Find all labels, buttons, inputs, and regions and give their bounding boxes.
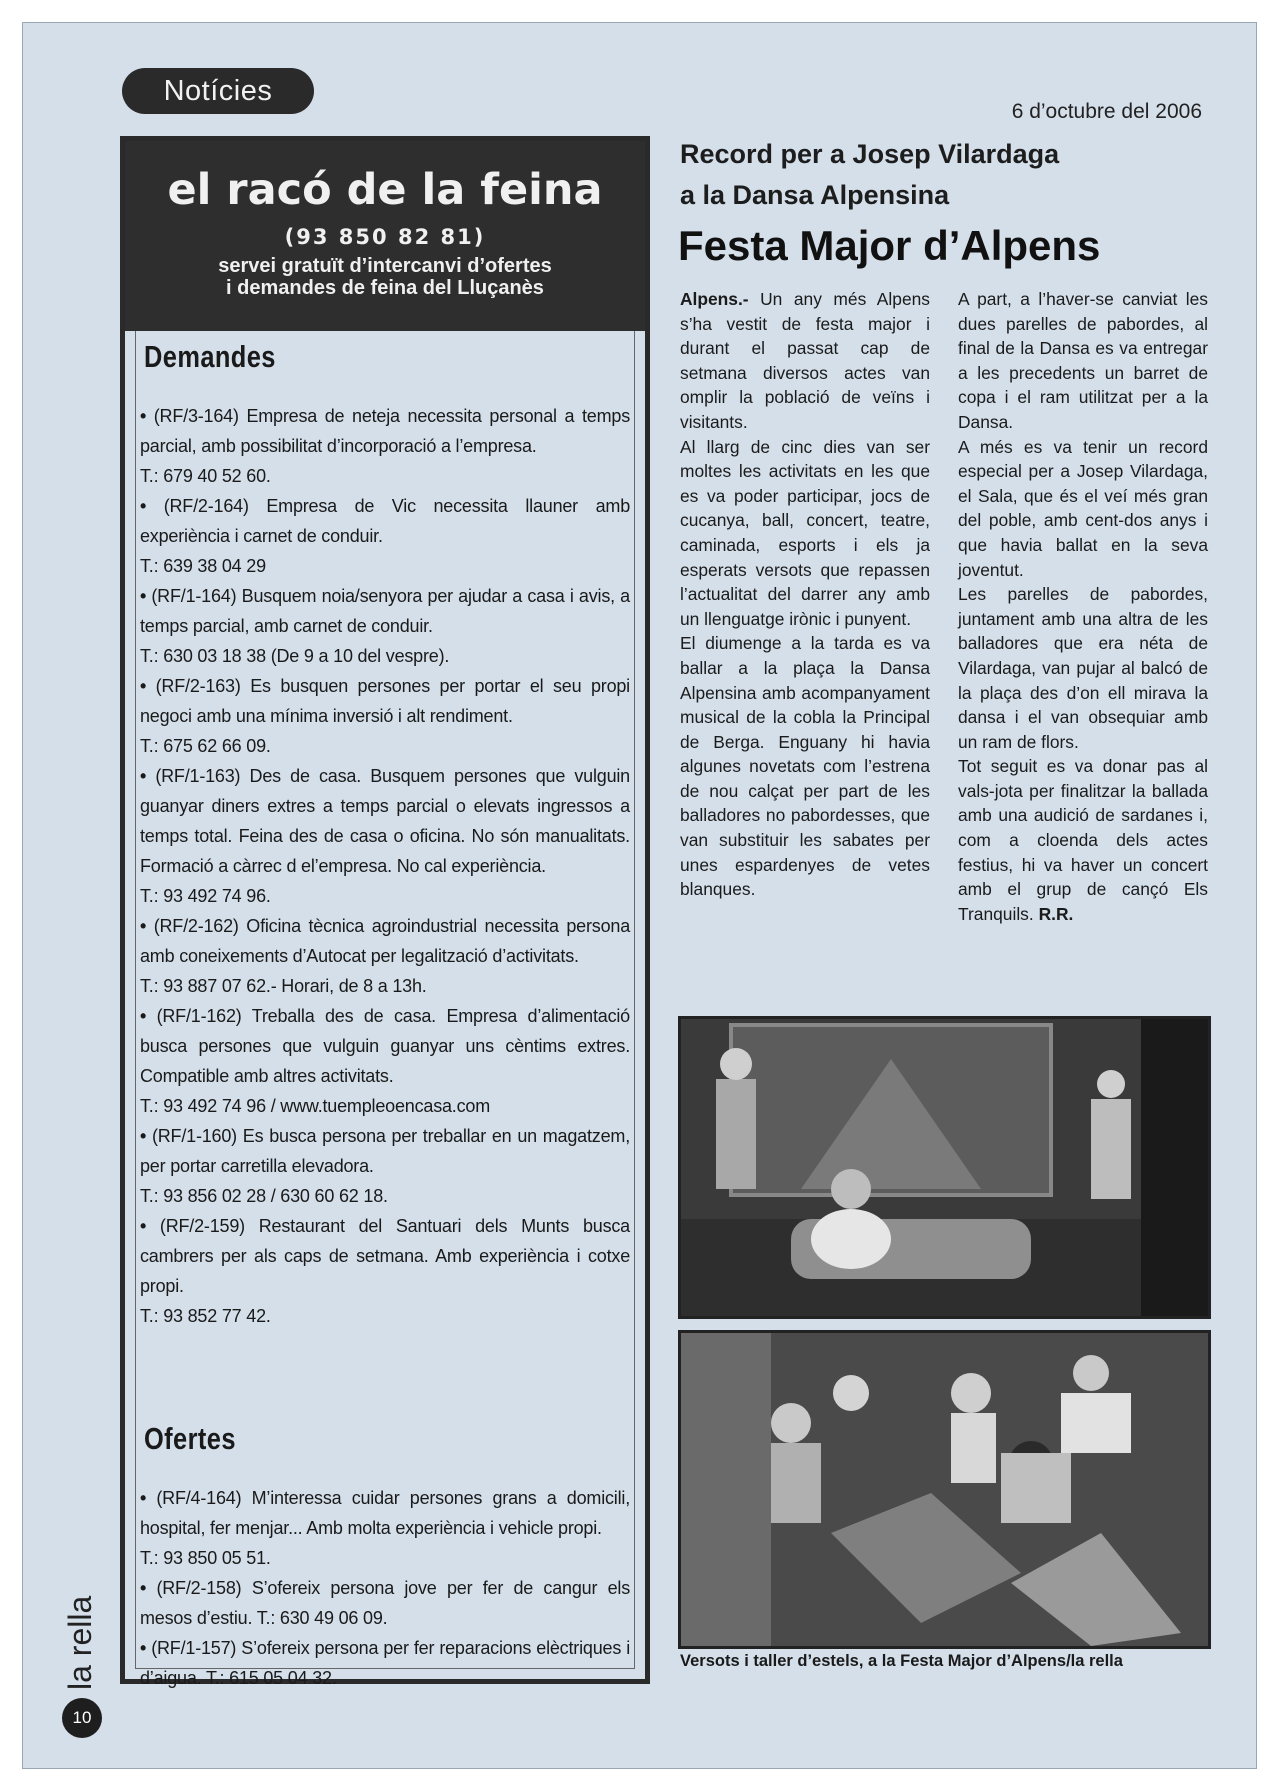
list-item: • (RF/2-163) Es busquen persones per portar el seu propi negoci amb una mínima inversió i alt rendiment. T.: 675 62 66 09. bbox=[140, 676, 630, 756]
list-item: • (RF/1-160) Es busca persona per treballar en un magatzem, per portar carretilla elevadora. T.: 93 856 02 28 / 630 60 62 18. bbox=[140, 1126, 630, 1206]
job-board-content bbox=[135, 331, 635, 1688]
article-kicker bbox=[680, 134, 1200, 216]
job-board-subtitle-line2: i demandes de feina del Lluçanès bbox=[226, 277, 544, 299]
caption-credit: la rella bbox=[1070, 1652, 1123, 1670]
list-item: • (RF/2-158) S’ofereix persona jove per fer de cangur els mesos d’estiu. T.: 630 49 06 09. bbox=[140, 1578, 631, 1628]
paragraph: Les parelles de pabordes, juntament amb una altra de les balladores que era néta de Vilardaga, van pujar al balcó de la plaça des d’on ell mirava la dansa i el van obsequiar amb un ram de flors. bbox=[958, 584, 1208, 752]
job-board-subtitle-line1: servei gratuït d’intercanvi d’ofertes bbox=[218, 255, 552, 277]
job-board-box bbox=[120, 136, 650, 1688]
workshop-photo-illustration bbox=[681, 1333, 1208, 1646]
article-column-2 bbox=[958, 287, 1208, 926]
section-label: Notícies bbox=[122, 68, 314, 114]
photo-stage-performance bbox=[678, 1016, 1211, 1319]
list-item: • (RF/3-164) Empresa de neteja necessita personal a temps parcial, amb possibilitat d’incorporació a l’empresa. T.: 679 40 52 60. bbox=[140, 406, 630, 486]
list-item: • (RF/1-157) S’ofereix persona per fer reparacions elèctriques i d’aigua. T.: 615 05 04 32. bbox=[140, 1638, 630, 1688]
list-item: • (RF/4-164) M’interessa cuidar persones grans a domicili, hospital, fer menjar... Amb molta experiència i vehicle propi. T.: 93 850 05 51. bbox=[140, 1488, 631, 1568]
ofertes-list bbox=[140, 1483, 630, 1693]
job-board-phone: (93 850 82 81) bbox=[284, 225, 486, 249]
job-board-title: el racó de la feina bbox=[167, 165, 603, 215]
job-board-header bbox=[125, 141, 645, 331]
list-item: • (RF/2-159) Restaurant del Santuari dels Munts busca cambrers per als caps de setmana. Amb experiència i cotxe propi. T.: 93 852 77 42. bbox=[140, 1216, 630, 1326]
list-item: • (RF/1-162) Treballa des de casa. Empresa d’alimentació busca persones que vulguin guanyar uns cèntims extres. Compatible amb altres activitats. T.: 93 492 74 96 / www.tuempleoencasa.com bbox=[140, 1006, 630, 1116]
kicker-line2: a la Dansa Alpensina bbox=[680, 180, 950, 210]
paragraph: Alpens.- Un any més Alpens s’ha vestit de festa major i durant el passat cap de setmana diversos actes van omplir la població de veïns i visitants. bbox=[680, 289, 930, 432]
list-item: • (RF/2-162) Oficina tècnica agroindustrial necessita persona amb coneixements d’Autocat per legalització d’activitats. T.: 93 887 07 62.- Horari, de 8 a 13h. bbox=[140, 916, 630, 996]
photo-kite-workshop bbox=[678, 1330, 1211, 1649]
article-headline: Festa Major d’Alpens bbox=[678, 222, 1101, 269]
paragraph: A més es va tenir un record especial per a Josep Vilardaga, el Sala, que és el veí més gran del poble, amb cent-dos anys i que havia ballat en la seva joventut. bbox=[958, 436, 1208, 580]
demandes-list bbox=[140, 401, 630, 1331]
list-item: • (RF/2-164) Empresa de Vic necessita llauner amb experiència i carnet de conduir. T.: 639 38 04 29 bbox=[140, 496, 631, 576]
paragraph: A part, a l’haver-se canviat les dues parelles de pabordes, al final de la Dansa es va entregar a les precedents un barret de copa i el ram utilitzat per a la Dansa. bbox=[958, 289, 1208, 432]
kicker-line1: Record per a Josep Vilardaga bbox=[680, 139, 1060, 169]
list-item: • (RF/1-164) Busquem noia/senyora per ajudar a casa i avis, a temps parcial, amb carnet de conduir. T.: 630 03 18 38 (De 9 a 10 del vespre). bbox=[140, 586, 630, 666]
paragraph: Tot seguit es va donar pas al vals-jota per finalitzar la ballada amb una audició de sardanes i, com a cloenda dels actes festius, hi va haver un concert amb el grup de cançó Els Tranquils. R.R. bbox=[958, 756, 1208, 924]
dateline: Alpens.- bbox=[680, 289, 749, 309]
list-item: • (RF/1-163) Des de casa. Busquem persones que vulguin guanyar diners extres a temps parcial o elevats ingressos a temps total. Feina des de casa o oficina. No són manualitats. Formació a càrrec d el’empresa. No cal experiència. T.: 93 492 74 96. bbox=[140, 766, 630, 906]
signature: R.R. bbox=[1038, 903, 1074, 924]
paragraph: Al llarg de cinc dies van ser moltes les activitats en les que es va poder participar, jocs de cucanya, ball, concert, teatre, caminada, esports i els ja esperats versots que repassen l’actualitat del darrer any amb un llenguatge irònic i punyent. bbox=[680, 436, 930, 629]
paragraph: El diumenge a la tarda es va ballar a la plaça la Dansa Alpensina amb acompanyament musical de la cobla la Principal de Berga. Enguany hi havia algunes novetats com l’estrena de nou calçat per part de les balladores no pabordesses, que van substituir les sabates per unes espardenyes de vetes blanques. bbox=[680, 633, 930, 900]
ofertes-heading: Ofertes bbox=[144, 1421, 236, 1456]
page-number: 10 bbox=[62, 1698, 102, 1738]
photo-caption: Versots i taller d’estels, a la Festa Major d’Alpens/la rella bbox=[680, 1652, 1123, 1670]
stage-photo-illustration bbox=[681, 1019, 1208, 1316]
demandes-heading: Demandes bbox=[144, 339, 276, 374]
article-column-1 bbox=[680, 287, 930, 902]
issue-date: 6 d’octubre del 2006 bbox=[1011, 100, 1202, 123]
job-board-subtitle bbox=[125, 255, 645, 299]
publication-name: la rella bbox=[62, 1595, 98, 1690]
